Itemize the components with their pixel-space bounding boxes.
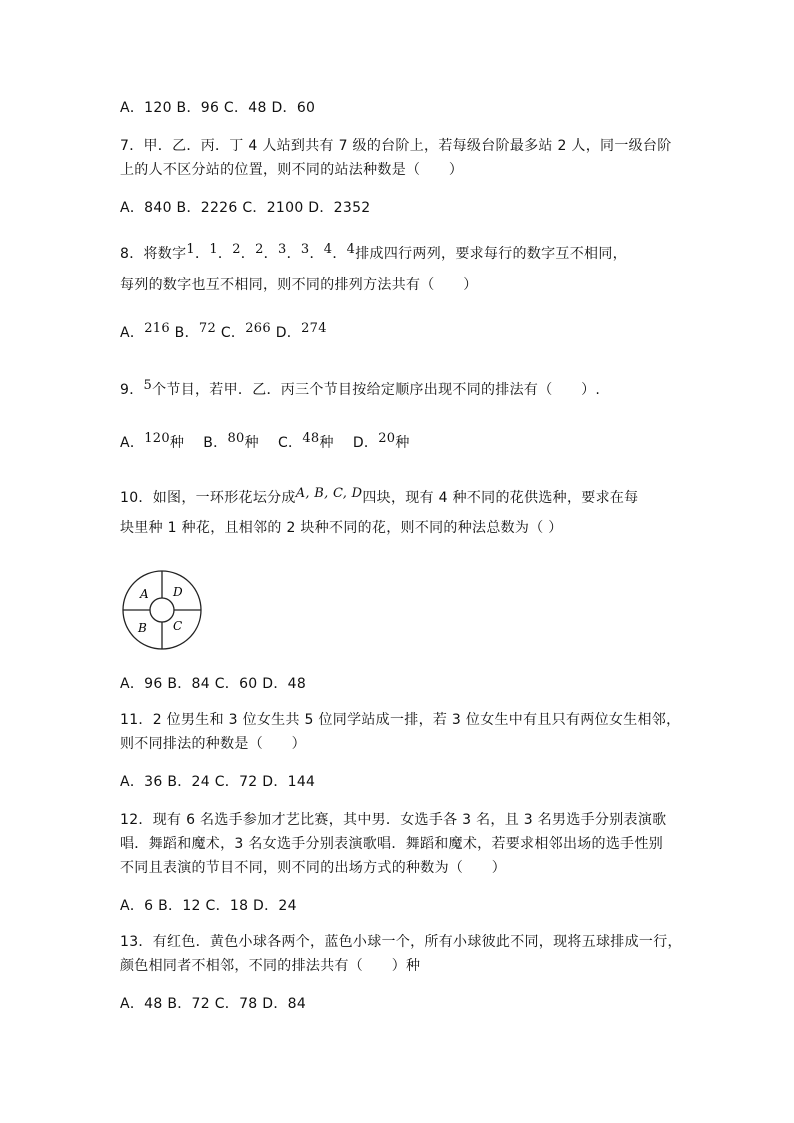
ring-flowerbed-figure [120,568,204,652]
q13-stem-line1: 13．有红色．黄色小球各两个，蓝色小球一个，所有小球彼此不同，现将五球排成一行， [120,934,682,950]
option-label: D． [275,325,302,341]
q9-num: 5 [143,378,153,393]
region-label-b: B [138,621,147,635]
q9-text: 个节目，若甲．乙．丙三个节目按给定顺序出现不同的排法有（ ）. [152,382,601,398]
q9-prefix: 9． [120,382,144,398]
q8-digit: 2 [232,242,241,257]
q9-options [120,433,410,454]
option-value: 120 [144,431,170,446]
option-label: A． [120,435,145,451]
option-label: C． [277,435,303,451]
region-label-c: C [173,619,183,633]
option-label: B． [203,435,228,451]
q13-options: A．48 B．72 C．78 D．84 [120,996,307,1012]
q8-digit: 4 [346,242,356,257]
option-value: 80 [227,431,245,446]
option-value: 72 [198,321,217,336]
q11-stem-line2: 则不同排法的种数是（ ） [120,736,306,752]
q8-digit: 1 [209,242,218,257]
option-value: 48 [302,431,320,446]
q8-digit: 2 [255,242,264,257]
region-label-a: A [140,587,149,601]
inner-circle [150,598,174,622]
q7-stem-line2: 上的人不区分站的位置，则不同的站法种数是（ ） [120,162,464,178]
q7-options: A．840 B．2226 C．2100 D．2352 [120,200,371,216]
q10-letters: A, B, C, D [295,486,363,501]
q8-digit: 3 [277,242,287,257]
option-label: C． [220,325,246,341]
q11-options: A．36 B．24 C．72 D．144 [120,774,316,790]
q12-stem-line3: 不同且表演的节目不同，则不同的出场方式的种数为（ ） [120,860,507,876]
q10-stem-line2: 块里种 1 种花，且相邻的 2 块种不同的花，则不同的种法总数为（ ） [120,520,563,536]
q8-digit: 1 [186,242,195,257]
option-value: 266 [245,321,271,336]
option-value: 274 [301,321,327,336]
option-value: 216 [144,321,170,336]
q8-prefix: 8．将数字 [120,246,187,262]
q10-stem-line1 [120,488,638,509]
q8-digit: 4 [323,242,333,257]
q8-stem-line2: 每列的数字也互不相同，则不同的排列方法共有（ ） [120,277,478,293]
option-unit: 种 [244,435,259,451]
q6-options: A．120 B．96 C．48 D．60 [120,100,316,116]
q10-options: A．96 B．84 C．60 D．48 [120,676,307,692]
option-label: A． [120,325,145,341]
q12-stem-line1: 12．现有 6 名选手参加才艺比赛，其中男．女选手各 3 名，且 3 名男选手分别表演歌 [120,812,667,828]
q9-stem [120,380,600,401]
q8-stem-line1: 8．将数字1．1．2．2．3．3．4．4排成四行两列，要求每行的数字互不相同， [120,242,627,262]
q11-stem-line1: 11．2 位男生和 3 位女生共 5 位同学站成一排，若 3 位女生中有且只有两位女生相邻， [120,712,681,728]
region-label-d: D [173,585,183,599]
option-unit: 种 [319,435,334,451]
option-unit: 种 [169,435,185,451]
q12-options: A．6 B．12 C．18 D．24 [120,898,297,914]
q10-suffix: 四块，现有 4 种不同的花供选种，要求在每 [362,490,639,506]
q8-options [120,323,327,344]
option-value: 20 [378,431,396,446]
q8-digit: 3 [300,242,310,257]
option-label: B． [174,325,199,341]
q13-stem-line2: 颜色相同者不相邻，不同的排法共有（ ）种 [120,958,421,974]
q8-suffix: 排成四行两列，要求每行的数字互不相同， [355,246,627,262]
q10-prefix: 10．如图，一环形花坛分成 [120,490,296,506]
option-unit: 种 [395,435,410,451]
q12-stem-line2: 唱．舞蹈和魔术，3 名女选手分别表演歌唱．舞蹈和魔术，若要求相邻出场的选手性别 [120,836,664,852]
option-label: D． [352,435,379,451]
q7-stem-line1: 7．甲．乙．丙．丁 4 人站到共有 7 级的台阶上，若每级台阶最多站 2 人，同一级台阶 [120,138,672,154]
